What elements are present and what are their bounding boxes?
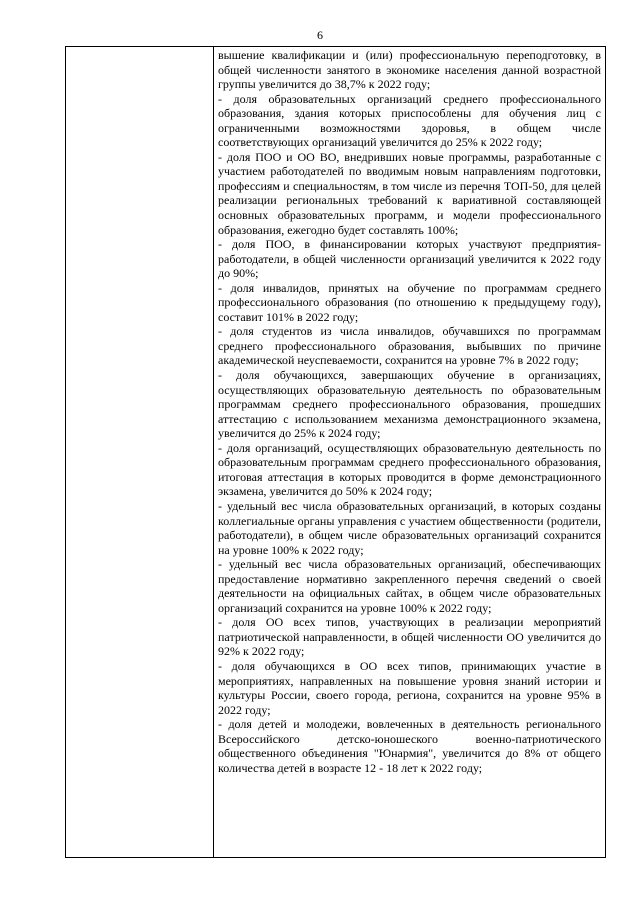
paragraph: - доля студентов из числа инвалидов, обучавшихся по программам среднего профессионального образования, выбывших по причине академической неуспеваемости, сохранится на уровне 7% в 2022 году; — [218, 324, 601, 368]
paragraph: вышение квалификации и (или) профессиональную переподготовку, в общей численности занятого в экономике населения данной возрастной группы увеличится до 38,7% к 2022 году; — [218, 48, 601, 92]
paragraph: - доля ПОО и ОО ВО, внедривших новые программы, разработанные с участием работодателей по вводимым новым направлениям подготовки, профессиям и специальностям, в том числе из перечня ТОП-50, для целей реализации региональных требований к вариативной составляющей основных образовательных программ, и модели профессионального образования, ежегодно будет составлять 100%; — [218, 149, 601, 237]
paragraph: - доля ОО всех типов, участвующих в реализации мероприятий патриотической направленности, в общей численности ОО увеличится до 92% к 2022 году; — [218, 615, 601, 659]
paragraph: - доля организаций, осуществляющих образовательную деятельность по образовательным программам среднего профессионального образования, итоговая аттестация в которых проводится в форме демонстрационного экзамена, увеличится до 50% к 2024 году; — [218, 440, 601, 499]
page-number: 6 — [317, 28, 323, 42]
document-table — [65, 46, 606, 858]
table-cell-left — [66, 47, 214, 857]
paragraph: - удельный вес числа образовательных организаций, обеспечивающих предоставление нормативно закрепленного перечня сведений о своей деятельности на официальных сайтах, в общем числе образовательных организаций сохранится на уровне 100% к 2022 году; — [218, 557, 601, 615]
paragraph: - доля образовательных организаций среднего профессионального образования, здания которых приспособлены для обучения лиц с ограниченными возможностями здоровья, в общем числе соответствующих организаций увеличится до 25% к 2022 году; — [218, 91, 601, 150]
paragraph: - доля ПОО, в финансировании которых участвуют предприятия-работодатели, в общей численности организаций увеличится к 2022 году до 90%; — [218, 237, 601, 281]
paragraph: - доля обучающихся, завершающих обучение в организациях, осуществляющих образовательную деятельность по образовательным программам среднего профессионального образования, прошедших аттестацию с использованием механизма демонстрационного экзамена, увеличится до 25% к 2024 году; — [218, 368, 601, 441]
paragraph: - доля обучающихся в ОО всех типов, принимающих участие в мероприятиях, направленных на повышение уровня знаний истории и культуры России, своего города, региона, сохранится на уровне 95% в 2022 году; — [218, 658, 601, 717]
table-cell-right — [214, 47, 605, 857]
paragraph: - доля инвалидов, принятых на обучение по программам среднего профессионального образования (по отношению к предыдущему году), составит 101% в 2022 году; — [218, 280, 601, 324]
paragraph: - доля детей и молодежи, вовлеченных в деятельность регионального Всероссийского детско-юношеского военно-патриотического общественного объединения "Юнармия", увеличится до 8% от общего количества детей в возрасте 12 - 18 лет к 2022 году; — [218, 717, 601, 775]
paragraph: - удельный вес числа образовательных организаций, в которых созданы коллегиальные органы управления с участием общественности (родители, работодатели), в общем числе образовательных организаций сохранится на уровне 100% к 2022 году; — [218, 498, 601, 557]
